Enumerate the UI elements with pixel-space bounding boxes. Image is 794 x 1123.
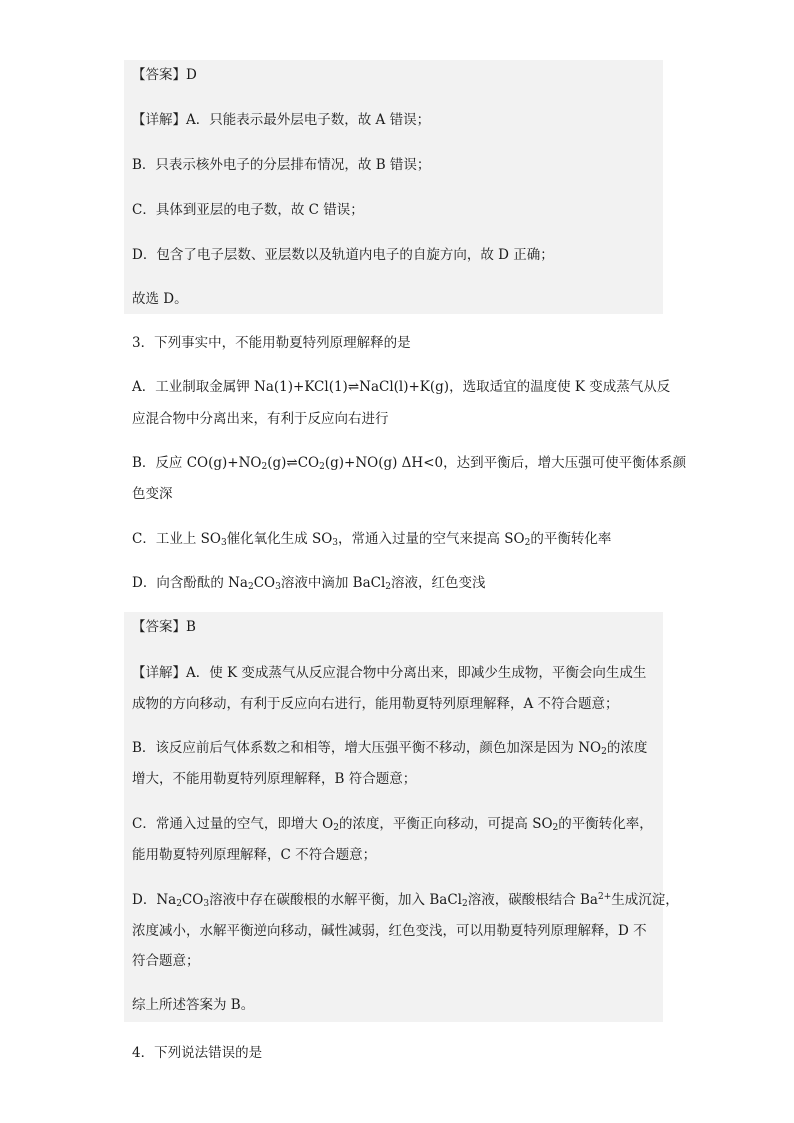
detail-line-b: B．只表示核外电子的分层排布情况，故 B 错误； <box>132 157 431 173</box>
detail-b-line-1: B．该反应前后气体系数之和相等，增大压强平衡不移动，颜色加深是因为 $NO_2$的浓度 <box>132 740 648 757</box>
detail-line-d: D．包含了电子层数、亚层数以及轨道内电子的自旋方向，故 D 正确； <box>132 247 554 263</box>
detail-line-a: 【详解】A．只能表示最外层电子数，故 A 错误； <box>132 112 431 128</box>
answer-line: 【答案】D <box>132 67 197 83</box>
detail-d-line-3: 符合题意； <box>132 953 200 969</box>
option-b-line-2: 色变深 <box>132 486 173 502</box>
question-3 <box>132 328 687 608</box>
detail-c-line-1: C．常通入过量的空气，即增大 $O_2$的浓度，平衡正向移动，可提高 $SO_2$的平衡转化率， <box>132 816 653 833</box>
answer-block-1 <box>124 60 663 314</box>
option-d: D．向含酚酞的 $Na_2CO_3$溶液中滴加 BaCl$_2$溶液，红色变浅 <box>132 575 486 592</box>
detail-b-line-2: 增大，不能用勒夏特列原理解释，B 符合题意； <box>132 771 417 787</box>
detail-c-line-2: 能用勒夏特列原理解释，C 不符合题意； <box>132 847 377 863</box>
answer-block-2 <box>124 612 679 1022</box>
conclusion-line: 故选 D。 <box>132 291 188 307</box>
answer-line: 【答案】B <box>132 619 196 635</box>
question-4 <box>132 1038 662 1070</box>
option-b-line-1: B．反应 $CO(g)+NO_2(g)\rightleftharpoons CO_2(g)+NO(g)$ ΔH<0，达到平衡后，增大压强可使平衡体系颜 <box>132 455 687 472</box>
option-a-line-2: 应混合物中分离出来，有利于反应向右进行 <box>132 411 389 427</box>
question-stem: 3．下列事实中，不能用勒夏特列原理解释的是 <box>132 335 411 351</box>
detail-d-line-2: 浓度减小，水解平衡逆向移动，碱性减弱，红色变浅，可以用勒夏特列原理解释，D 不 <box>132 923 647 939</box>
detail-a-line-2: 成物的方向移动，有利于反应向右进行，能用勒夏特列原理解释，A 不符合题意； <box>132 696 619 712</box>
option-a-line-1: A．工业制取金属钾 Na(1)+KCl(1)⇌NaCl(l)+K(g)，选取适宜的温度使 K 变成蒸气从反 <box>132 379 671 395</box>
detail-d-line-1: D．$Na_2CO_3$溶液中存在碳酸根的水解平衡，加入 BaCl$_2$溶液，碳酸根结合 $Ba^{2+}$生成沉淀， <box>132 892 679 909</box>
summary-line: 综上所述答案为 B。 <box>132 997 255 1013</box>
question-stem: 4．下列说法错误的是 <box>132 1045 263 1061</box>
option-c: C．工业上 $SO_3$催化氧化生成 $SO_3$，常通入过量的空气来提高 $SO_2$的平衡转化率 <box>132 531 612 548</box>
detail-a-line-1: 【详解】A．使 K 变成蒸气从反应混合物中分离出来，即减少生成物，平衡会向生成生 <box>132 665 647 681</box>
detail-line-c: C．具体到亚层的电子数，故 C 错误； <box>132 202 364 218</box>
